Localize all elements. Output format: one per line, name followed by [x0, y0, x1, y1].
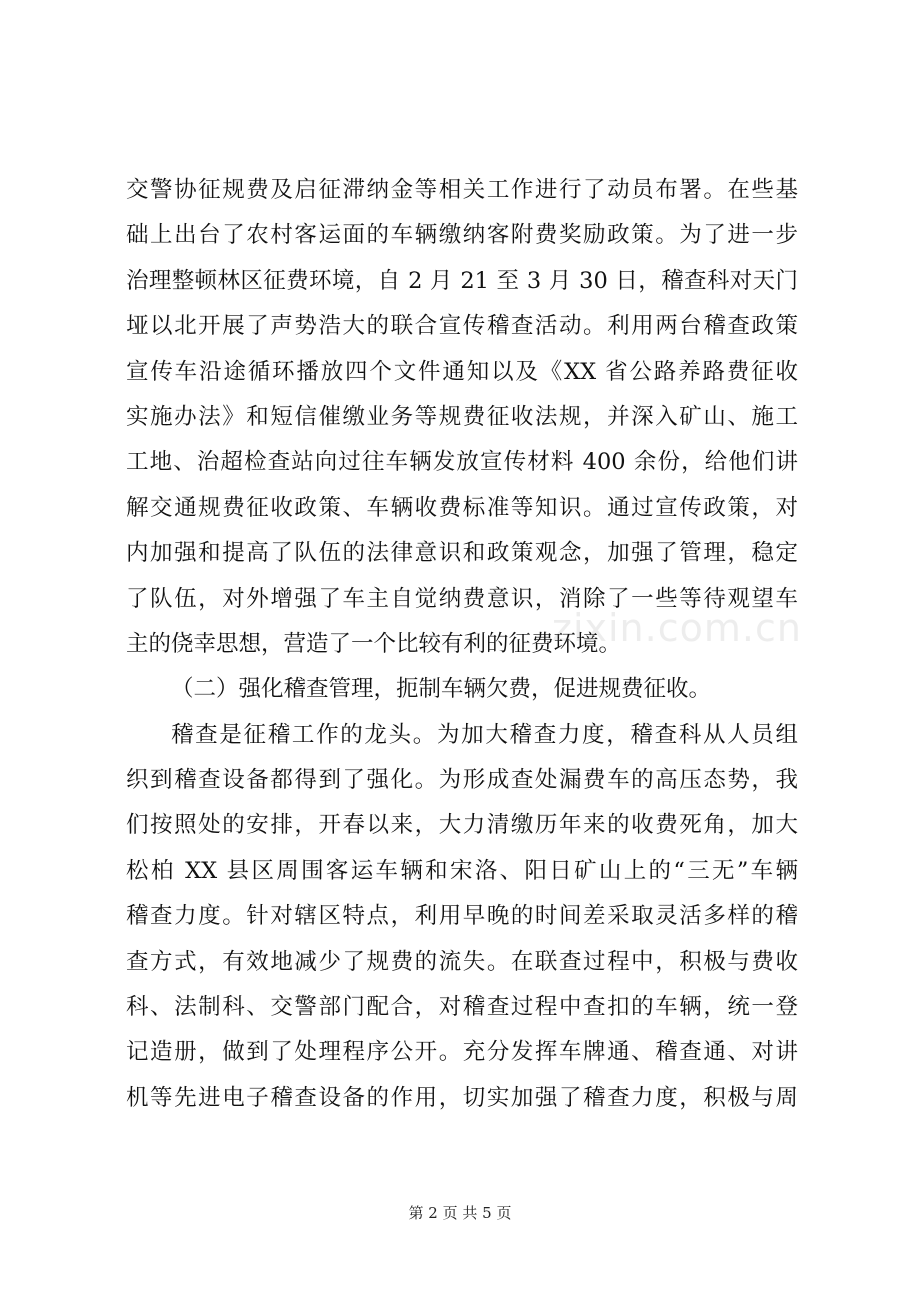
body-line: 工地、治超检查站向过往车辆发放宣传材料 400 余份，给他们讲 — [126, 449, 798, 476]
body-line: 交警协征规费及启征滞纳金等相关工作进行了动员布署。在些基 — [126, 177, 798, 203]
body-line: 内加强和提高了队伍的法律意识和政策观念，加强了管理，稳定 — [126, 540, 798, 567]
body-line: 松柏 XX 县区周围客运车辆和宋洛、阳日矿山上的“三无”车辆 — [126, 857, 798, 884]
body-line: 垭以北开展了声势浩大的联合宣传稽查活动。利用两台稽查政策 — [126, 313, 798, 340]
body-line: 解交通规费征收政策、车辆收费标准等知识。通过宣传政策，对 — [126, 494, 798, 521]
body-line: 查方式，有效地减少了规费的流失。在联查过程中，积极与费收 — [126, 948, 798, 975]
body-line: 稽查是征稽工作的龙头。为加大稽查力度，稽查科从人员组 — [171, 721, 798, 748]
body-line: 稽查力度。针对辖区特点，利用早晚的时间差采取灵活多样的稽 — [126, 903, 798, 930]
watermark: zixin.com.cn — [552, 606, 802, 650]
body-line: 治理整顿林区征费环境，自 2 月 21 至 3 月 30 日，稽查科对天门 — [126, 267, 798, 294]
body-line: 主的侥幸思想，营造了一个比较有利的征费环境。 — [126, 630, 622, 657]
body-line: 科、法制科、交警部门配合，对稽查过程中查扣的车辆，统一登 — [126, 994, 798, 1021]
body-line: 础上出台了农村客运面的车辆缴纳客附费奖励政策。为了进一步 — [126, 222, 798, 249]
body-line: 记造册，做到了处理程序公开。充分发挥车牌通、稽查通、对讲 — [126, 1039, 798, 1066]
page-footer: 第 2 页 共 5 页 — [408, 1204, 512, 1222]
body-line: 了队伍，对外增强了车主自觉纳费意识，消除了一些等待观望车 — [126, 585, 798, 612]
body-line: 实施办法》和短信催缴业务等规费征收法规，并深入矿山、施工 — [126, 403, 798, 430]
body-line: 机等先进电子稽查设备的作用，切实加强了稽查力度，积极与周 — [126, 1084, 798, 1111]
body-line: 们按照处的安排，开春以来，大力清缴历年来的收费死角，加大 — [126, 812, 798, 839]
section-heading: （二）强化稽查管理，扼制车辆欠费，促进规费征收。 — [171, 676, 712, 703]
body-line: 宣传车沿途循环播放四个文件通知以及《XX 省公路养路费征收 — [126, 358, 798, 385]
body-line: 织到稽查设备都得到了强化。为形成查处漏费车的高压态势，我 — [126, 767, 798, 794]
